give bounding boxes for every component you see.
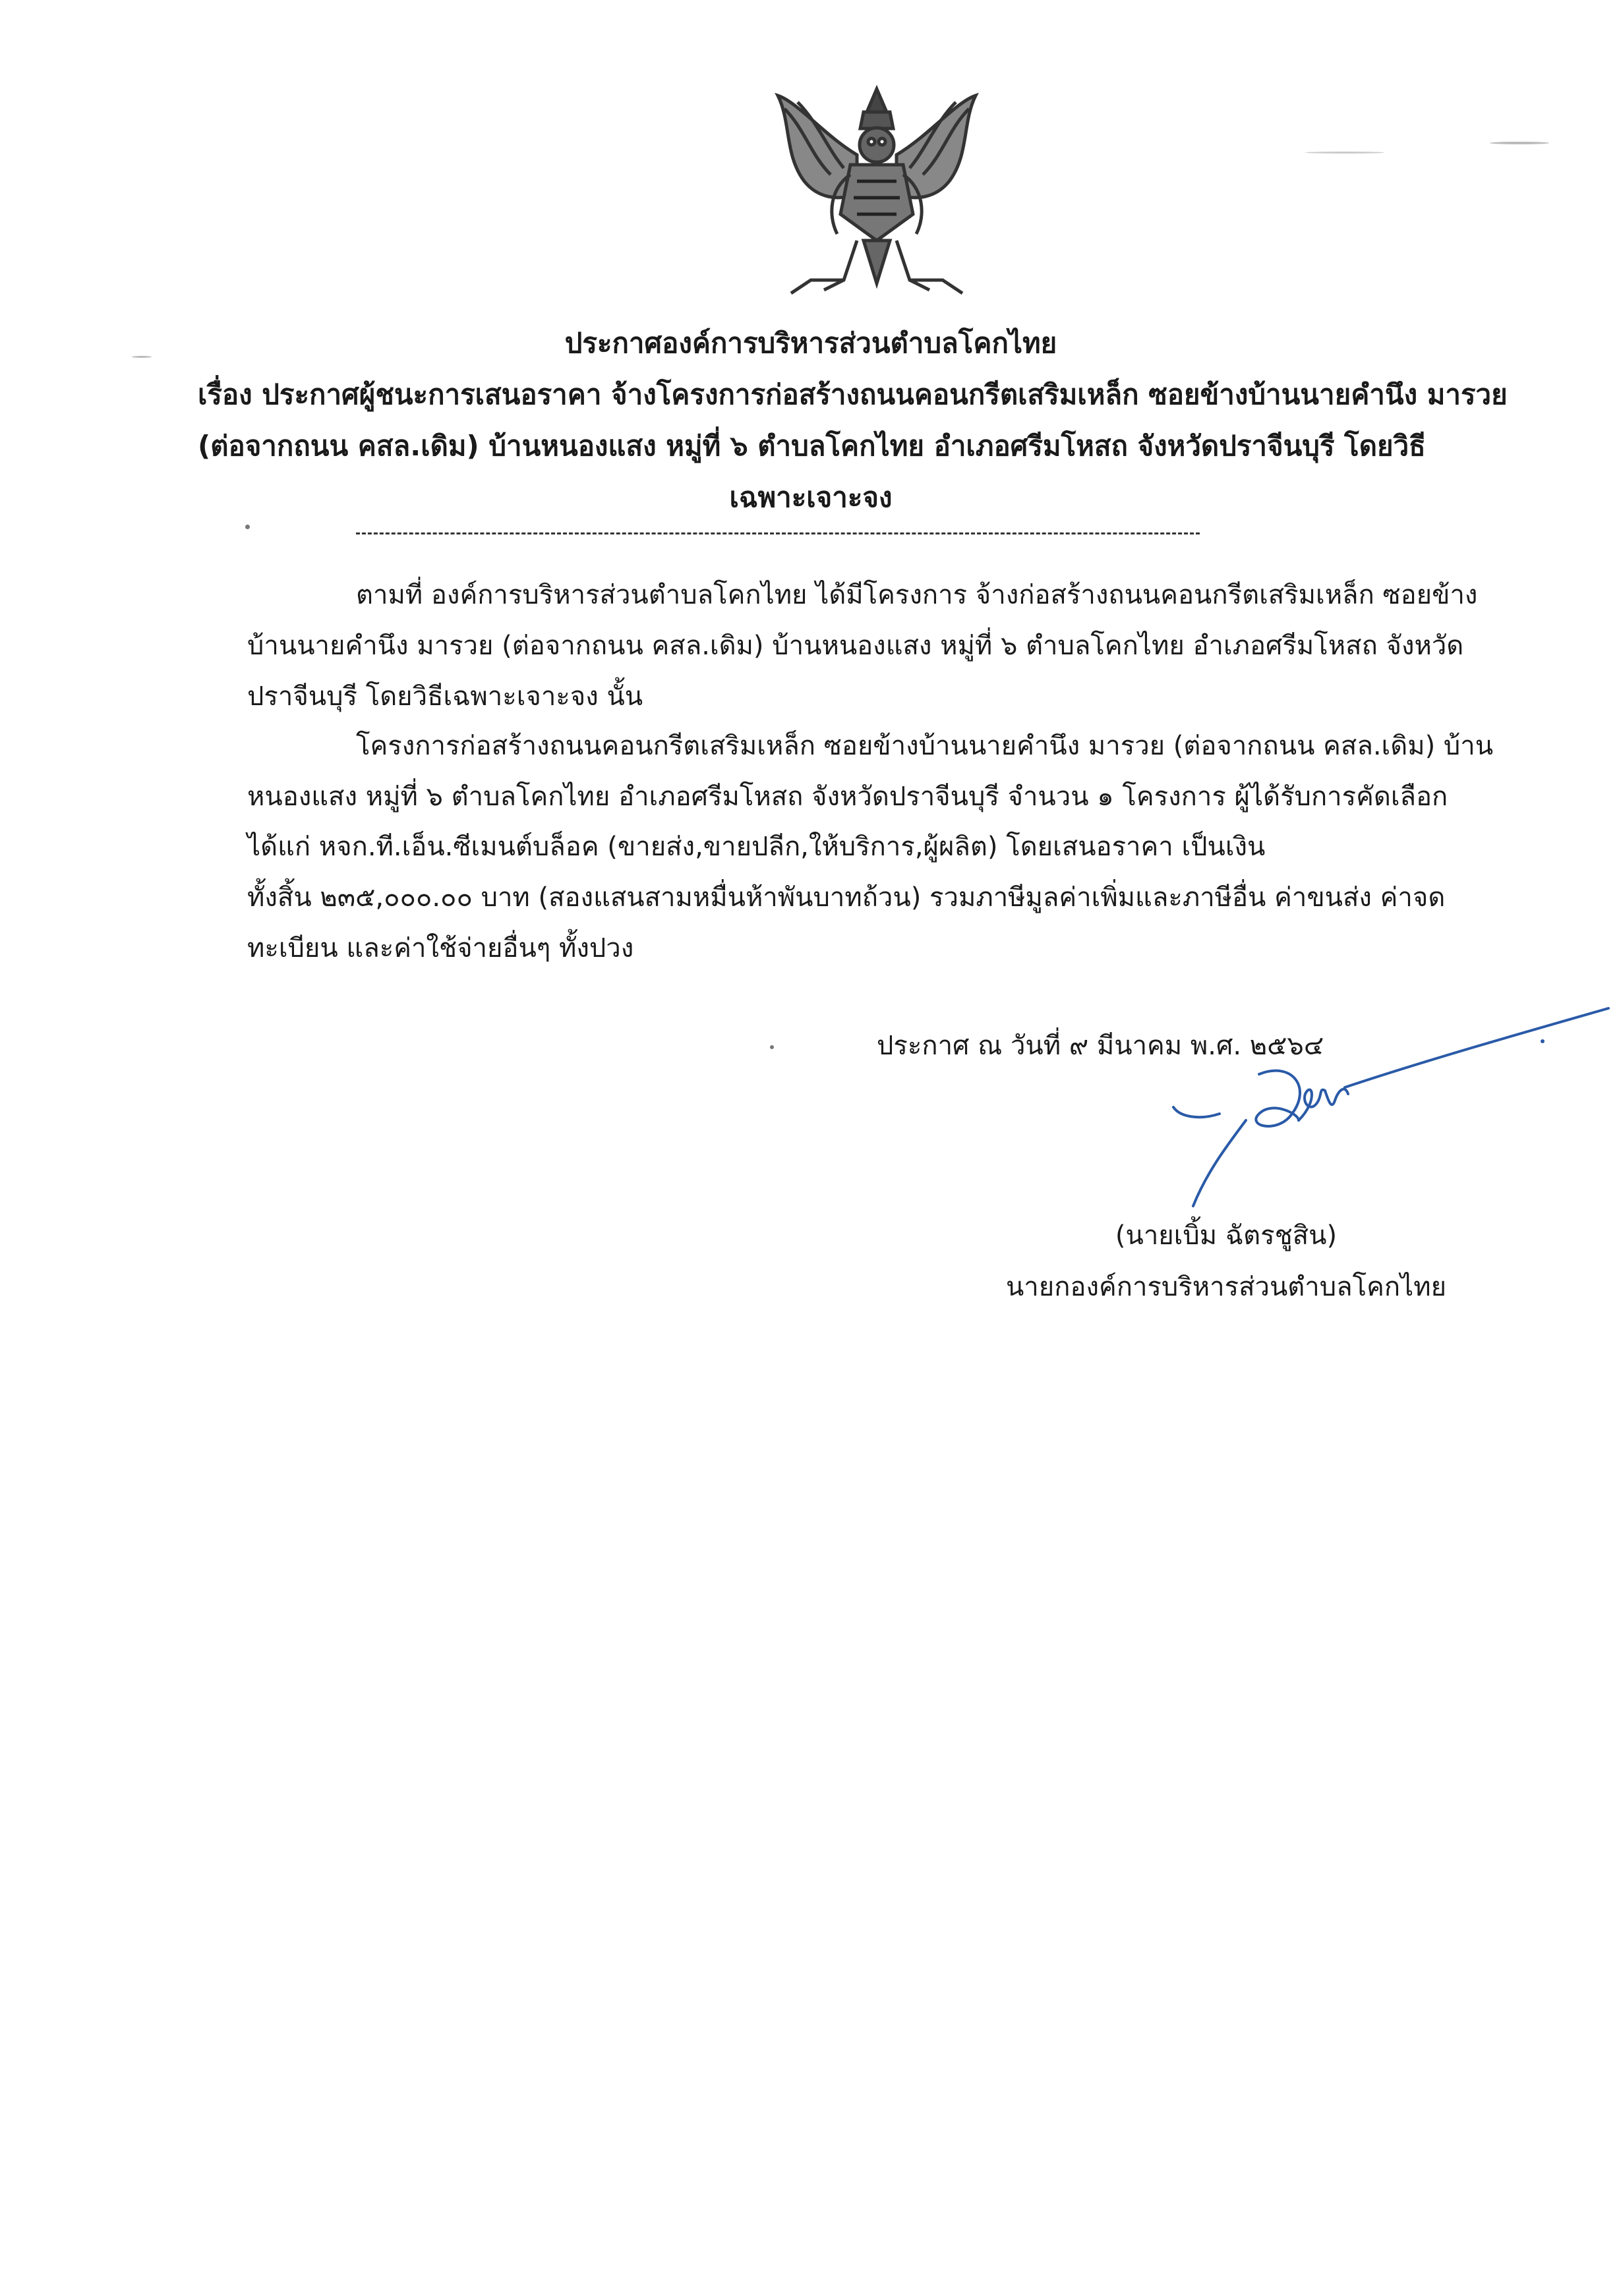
subject-line-3: เฉพาะเจาะจง (729, 481, 893, 513)
para1-line1: ตามที่ องค์การบริหารส่วนตำบลโคกไทย ได้มีโครงการ จ้างก่อสร้างถนนคอนกรีตเสริมเหล็ก ซอยข้าง (356, 580, 1478, 610)
para2-line2: หนองแสง หมู่ที่ ๖ ตำบลโคกไทย อำเภอศรีมโหสถ จังหวัดปราจีนบุรี จำนวน ๑ โครงการ ผู้ได้รับการคัดเลือก (247, 782, 1448, 812)
subject-line-2: (ต่อจากถนน คสล.เดิม) บ้านหนองแสง หมู่ที่ ๖ ตำบลโคกไทย อำเภอศรีมโหสถ จังหวัดปราจีนบุรี โดยวิธี (198, 430, 1426, 462)
announcement-title: ประกาศองค์การบริหารส่วนตำบลโคกไทย (564, 327, 1057, 359)
para2-line5: ทะเบียน และค่าใช้จ่ายอื่นๆ ทั้งปวง (247, 933, 634, 963)
signer-name: (นายเบิ้ม ฉัตรชูสิน) (1115, 1220, 1338, 1251)
scan-speck (245, 525, 250, 529)
para2-line4: ทั้งสิ้น ๒๓๕,๐๐๐.๐๐ บาท (สองแสนสามหมื่นห้าพันบาทถ้วน) รวมภาษีมูลค่าเพิ่มและภาษีอื่น ค่าขนส่ง ค่าจด (247, 882, 1446, 913)
signer-position: นายกองค์การบริหารส่วนตำบลโคกไทย (1005, 1272, 1447, 1302)
scan-speck (132, 356, 152, 358)
para1-line3: ปราจีนบุรี โดยวิธีเฉพาะเจาะจง นั้น (247, 681, 643, 712)
divider-line (356, 532, 1200, 534)
scan-speck (1490, 142, 1549, 144)
subject-line-1: เรื่อง ประกาศผู้ชนะการเสนอราคา จ้างโครงการก่อสร้างถนนคอนกรีตเสริมเหล็ก ซอยข้างบ้านนายคำนึง มารวย (198, 378, 1508, 411)
scan-speck (770, 1045, 774, 1049)
garuda-emblem-icon (765, 82, 989, 300)
para1-line2: บ้านนายคำนึง มารวย (ต่อจากถนน คสล.เดิม) บ้านหนองแสง หมู่ที่ ๖ ตำบลโคกไทย อำเภอศรีมโหสถ จังหวัด (247, 631, 1464, 661)
para2-line1: โครงการก่อสร้างถนนคอนกรีตเสริมเหล็ก ซอยข้างบ้านนายคำนึง มารวย (ต่อจากถนน คสล.เดิม) บ้าน (356, 731, 1494, 761)
handwritten-signature-icon (1147, 1002, 1619, 1219)
para2-line3: ได้แก่ หจก.ที.เอ็น.ซีเมนต์บล็อค (ขายส่ง,ขายปลีก,ให้บริการ,ผู้ผลิต) โดยเสนอราคา เป็นเงิน (247, 832, 1266, 862)
scan-speck (1305, 152, 1384, 154)
announce-date: ประกาศ ณ วันที่ ๙ มีนาคม พ.ศ. ๒๕๖๔ (877, 1031, 1324, 1061)
